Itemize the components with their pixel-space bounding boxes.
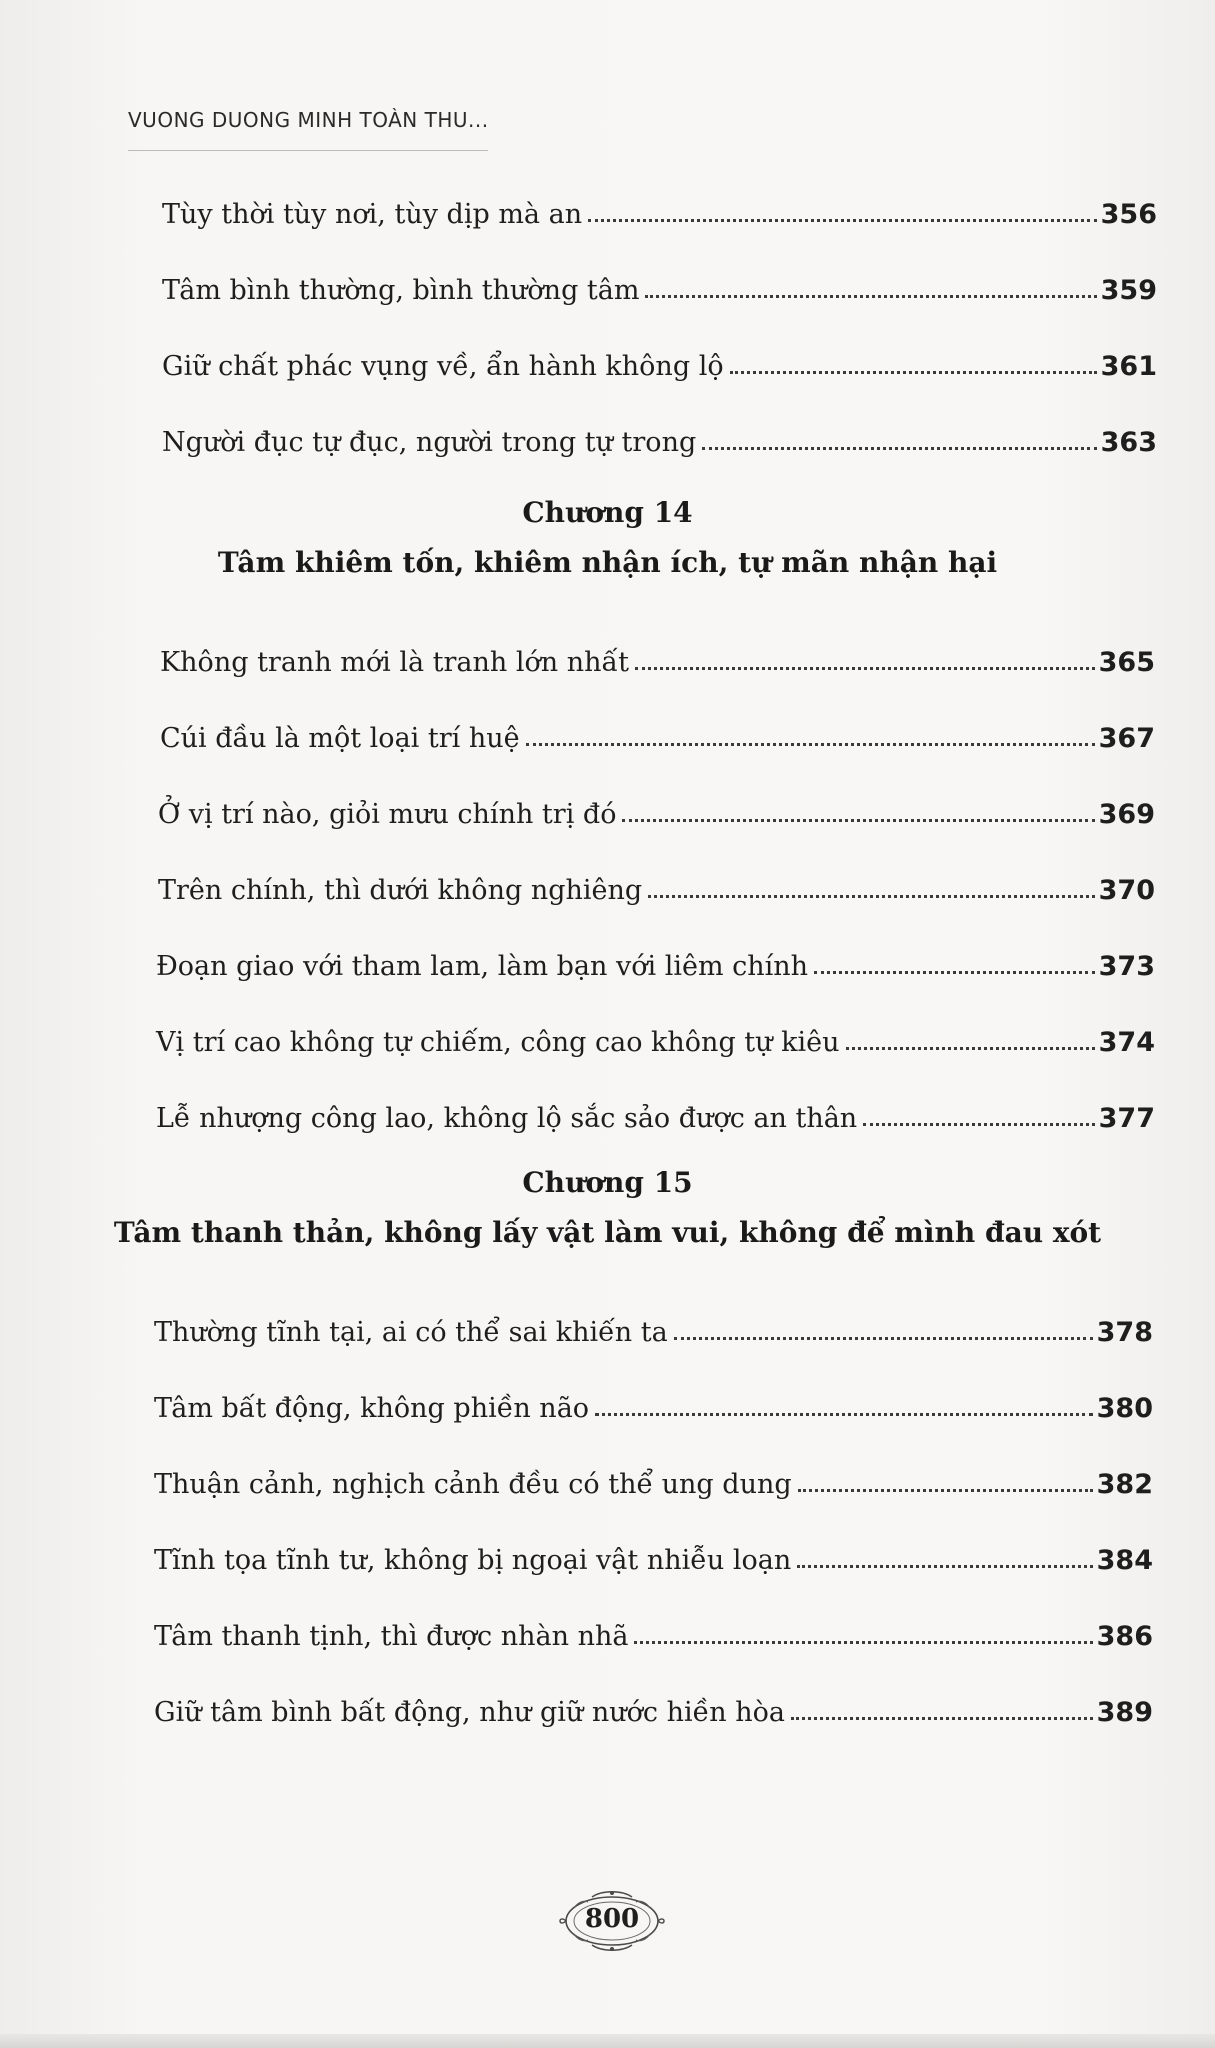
toc-entry <box>154 1612 1153 1652</box>
toc-entry <box>162 418 1157 458</box>
chapter-label: Chương 14 <box>522 496 693 529</box>
toc-entry-title: Tâm bất động, không phiền não <box>154 1393 590 1424</box>
toc-entry-title: Trên chính, thì dưới không nghiêng <box>158 875 643 906</box>
dot-leader <box>797 1565 1092 1568</box>
dot-leader <box>595 1413 1093 1416</box>
chapter-label: Chương 15 <box>522 1166 693 1199</box>
toc-entry <box>160 714 1155 754</box>
toc-entry-page: 369 <box>1098 799 1155 830</box>
dot-leader <box>863 1123 1094 1126</box>
toc-entry-page: 370 <box>1098 875 1155 906</box>
toc-entry-title: Lễ nhượng công lao, không lộ sắc sảo được an thân <box>156 1103 858 1134</box>
dot-leader <box>702 447 1096 450</box>
toc-entry-page: 384 <box>1096 1545 1153 1576</box>
toc-entry-page: 386 <box>1096 1621 1153 1652</box>
toc-entry-page: 365 <box>1098 647 1155 678</box>
chapter-title: Tâm thanh thản, không lấy vật làm vui, không để mình đau xót <box>113 1216 1102 1249</box>
toc-entry <box>154 1384 1153 1424</box>
toc-entry <box>154 1688 1153 1728</box>
dot-leader <box>674 1337 1093 1340</box>
toc-entry-title: Người đục tự đục, người trong tự trong <box>162 427 697 458</box>
toc-entry <box>154 1536 1153 1576</box>
toc-entry-title: Cúi đầu là một loại trí huệ <box>160 723 520 754</box>
dot-leader <box>622 819 1094 822</box>
toc-entry-title: Tùy thời tùy nơi, tùy dịp mà an <box>162 199 583 230</box>
toc-entry <box>158 790 1155 830</box>
dot-leader <box>846 1047 1095 1050</box>
toc-entry-page: 373 <box>1098 951 1155 982</box>
toc-entry-page: 359 <box>1100 275 1157 306</box>
toc-entry-page: 356 <box>1100 199 1157 230</box>
toc-entry-title: Thường tĩnh tại, ai có thể sai khiến ta <box>154 1317 668 1348</box>
header-divider <box>128 150 488 151</box>
toc-entry-title: Giữ tâm bình bất động, như giữ nước hiền hòa <box>154 1697 785 1728</box>
dot-leader <box>798 1489 1093 1492</box>
toc-entry-page: 374 <box>1098 1027 1155 1058</box>
toc-entry-page: 382 <box>1096 1469 1153 1500</box>
toc-entry <box>154 1308 1153 1348</box>
toc-entry-page: 378 <box>1096 1317 1153 1348</box>
dot-leader <box>648 895 1094 898</box>
toc-entry-title: Tâm bình thường, bình thường tâm <box>162 275 640 306</box>
dot-leader <box>526 743 1095 746</box>
toc-entry-title: Giữ chất phác vụng về, ẩn hành không lộ <box>162 351 724 382</box>
dot-leader <box>635 667 1095 670</box>
toc-entry <box>156 1094 1155 1134</box>
toc-entry-page: 377 <box>1098 1103 1155 1134</box>
chapter-title: Tâm khiêm tốn, khiêm nhận ích, tự mãn nhận hại <box>217 546 998 579</box>
page-edge <box>0 2034 1215 2048</box>
page-number-ornament <box>552 1888 672 1954</box>
dot-leader <box>814 971 1095 974</box>
page-number: 800 <box>584 1904 640 1934</box>
running-head: VUONG DUONG MINH TOÀN THU... <box>128 108 489 132</box>
toc-entry <box>160 638 1155 678</box>
toc-entry <box>162 266 1157 306</box>
toc-entry-page: 361 <box>1100 351 1157 382</box>
toc-entry-page: 380 <box>1096 1393 1153 1424</box>
dot-leader <box>791 1717 1093 1720</box>
toc-entry-page: 389 <box>1096 1697 1153 1728</box>
toc-entry <box>154 1460 1153 1500</box>
toc-entry-title: Đoạn giao với tham lam, làm bạn với liêm chính <box>156 951 809 982</box>
toc-entry <box>156 1018 1155 1058</box>
dot-leader <box>645 295 1096 298</box>
toc-entry-title: Thuận cảnh, nghịch cảnh đều có thể ung dung <box>154 1469 792 1500</box>
toc-entry <box>162 342 1157 382</box>
dot-leader <box>634 1641 1092 1644</box>
toc-entry-page: 363 <box>1100 427 1157 458</box>
dot-leader <box>588 219 1097 222</box>
dot-leader <box>730 371 1097 374</box>
toc-entry-title: Không tranh mới là tranh lớn nhất <box>160 647 629 678</box>
toc-entry-title: Tâm thanh tịnh, thì được nhàn nhã <box>154 1621 629 1652</box>
toc-entry <box>156 942 1155 982</box>
toc-entry-title: Vị trí cao không tự chiếm, công cao không tự kiêu <box>156 1027 840 1058</box>
toc-entry-page: 367 <box>1098 723 1155 754</box>
toc-entry <box>158 866 1155 906</box>
toc-entry <box>162 190 1157 230</box>
toc-entry-title: Ở vị trí nào, giỏi mưu chính trị đó <box>158 799 617 830</box>
toc-entry-title: Tĩnh tọa tĩnh tư, không bị ngoại vật nhiễu loạn <box>154 1545 792 1576</box>
